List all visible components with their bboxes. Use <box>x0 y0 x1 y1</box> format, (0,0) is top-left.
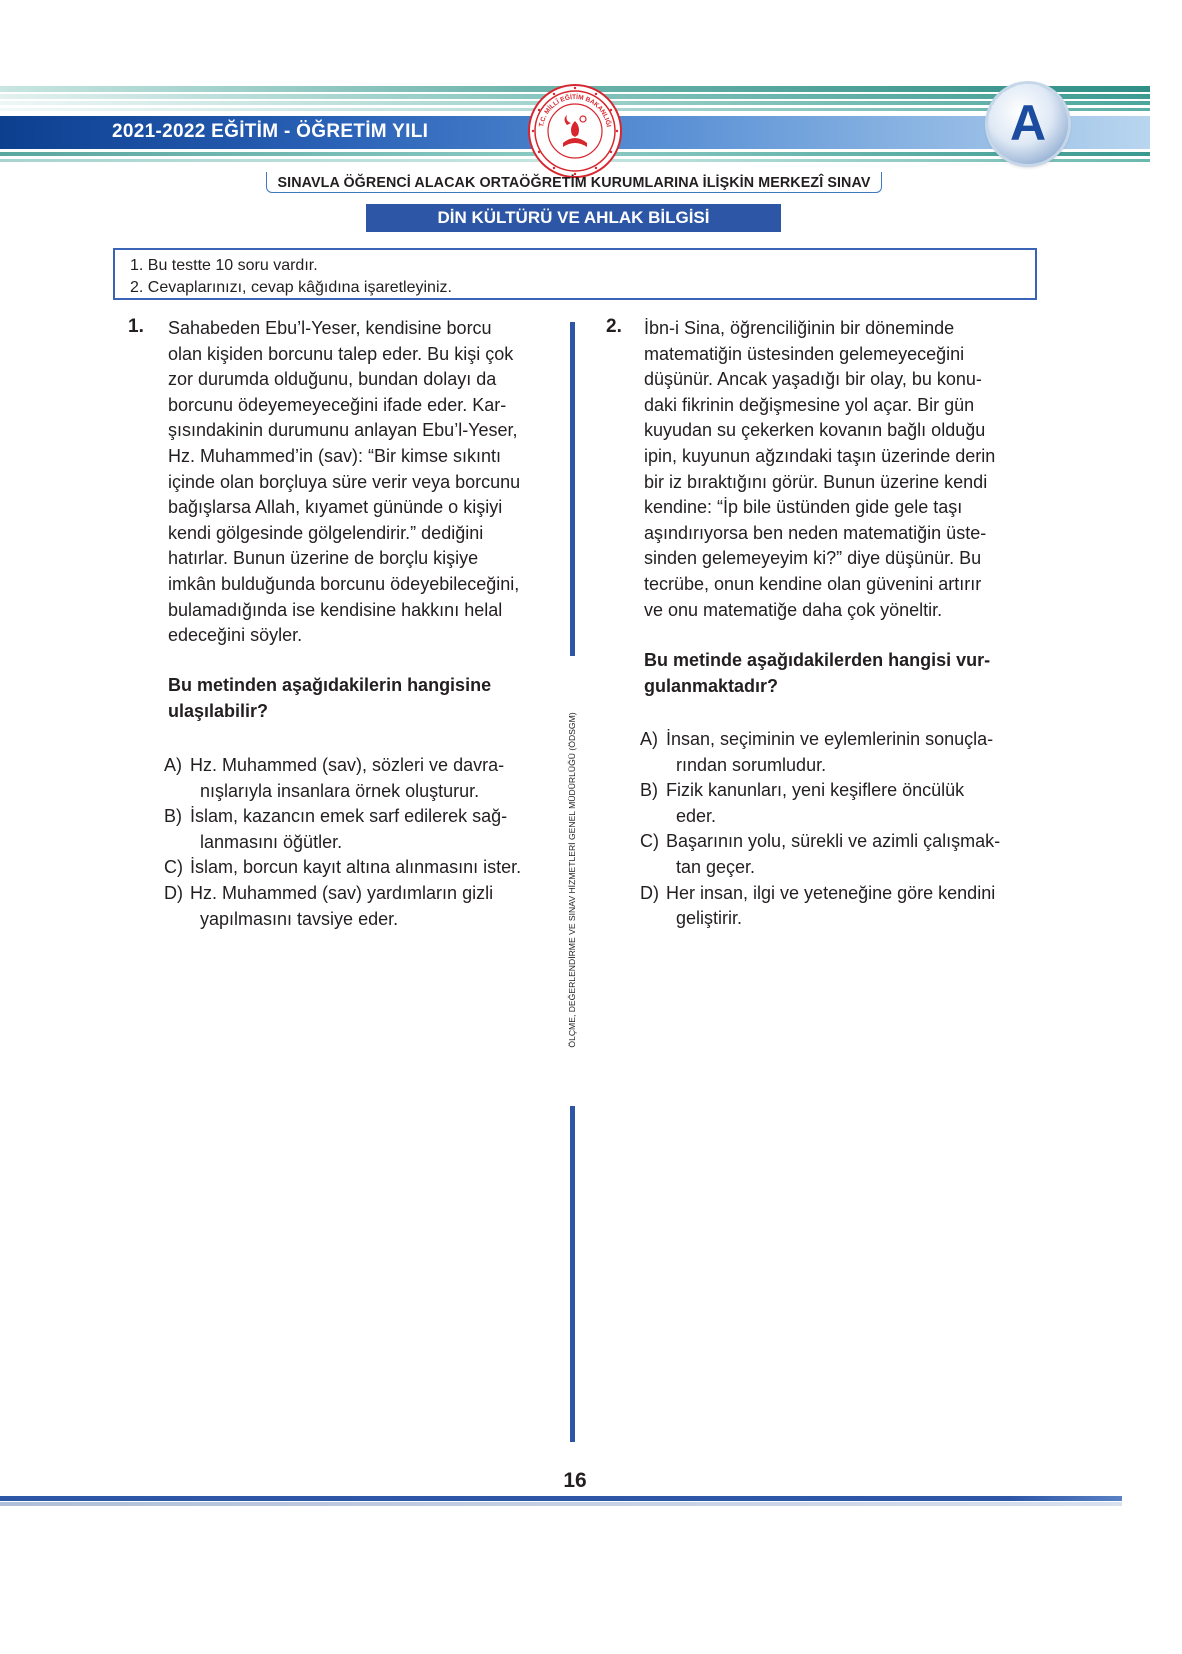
question-2-prompt <box>644 648 990 699</box>
prompt-line: gulanmaktadır? <box>644 675 779 696</box>
option-text: İslam, borcun kayıt altına alınmasını ister. <box>190 857 522 878</box>
answer-option-c[interactable] <box>640 829 1000 880</box>
text-line: bağışlarsa Allah, kıyamet gününde o kişiyi <box>168 497 503 518</box>
question-1-prompt <box>168 673 491 724</box>
text-line: kendine: “İp bile üstünden gide gele taşı <box>644 497 963 518</box>
text-line: edeceğini söyler. <box>168 625 303 646</box>
text-line: imkân bulduğunda borcunu ödeyebileceğini, <box>168 573 520 594</box>
instruction-line: 1. Bu testte 10 soru vardır. <box>130 257 318 274</box>
text-line: bir iz bıraktığını görür. Bunun üzerine kendi <box>644 471 988 492</box>
option-text: eder. <box>676 805 717 826</box>
text-line: İbn-i Sina, öğrenciliğinin bir döneminde <box>644 318 955 338</box>
answer-option-d[interactable] <box>640 881 1000 932</box>
option-text: Hz. Muhammed (sav), sözleri ve davra- <box>190 755 505 775</box>
option-text: İslam, kazancın emek sarf edilerek sağ- <box>190 806 508 827</box>
answer-option-d[interactable] <box>164 881 521 932</box>
option-text: Her insan, ilgi ve yeteneğine göre kendini <box>666 882 996 903</box>
text-line: tecrübe, onun kendine olan güvenini artırır <box>644 573 982 594</box>
page-number: 16 <box>563 1469 587 1492</box>
text-line: olan kişiden borcunu talep eder. Bu kişi çok <box>168 343 514 364</box>
text-line: zor durumda olduğunu, bundan dolayı da <box>168 369 497 390</box>
text-line: kuyudan su çekerken kovanın bağlı olduğu <box>644 420 986 441</box>
text-line: ipin, kuyunun ağzındaki taşın üzerinde derin <box>644 445 996 466</box>
text-line: kendi gölgesinde gölgelendirir.” dediğini <box>168 522 484 543</box>
answer-option-a[interactable] <box>164 753 521 804</box>
option-text: Hz. Muhammed (sav) yardımların gizli <box>190 882 494 903</box>
option-text: İnsan, seçiminin ve eylemlerinin sonuçla- <box>666 729 994 749</box>
instructions-box <box>113 248 1037 300</box>
text-line: aşındırıyorsa ben neden matematiğin üste- <box>644 522 987 543</box>
prompt-line: Bu metinden aşağıdakilerin hangisine <box>168 675 492 695</box>
option-label: B) <box>640 780 658 801</box>
option-text: rından sorumludur. <box>676 754 827 775</box>
answer-option-c[interactable] <box>164 855 521 881</box>
text-line: hatırlar. Bunun üzerine de borçlu kişiye <box>168 548 479 569</box>
prompt-line: ulaşılabilir? <box>168 700 269 721</box>
column-divider <box>570 322 575 656</box>
question-1-options <box>164 753 521 932</box>
ministry-vertical-label: ÖLÇME, DEĞERLENDİRME VE SINAV HİZMETLERİ GENEL MÜDÜRLÜĞÜ (ÖDSGM) <box>567 712 577 1048</box>
text-line: içinde olan borçluya süre verir veya borcunu <box>168 471 521 492</box>
option-label: C) <box>164 857 183 878</box>
option-label: A) <box>640 729 658 749</box>
option-text: Başarının yolu, sürekli ve azimli çalışmak- <box>666 831 1001 852</box>
text-line: Hz. Muhammed’in (sav): “Bir kimse sıkıntı <box>168 445 502 466</box>
option-text: lanmasını öğütler. <box>200 831 343 852</box>
text-line: şısındakinin durumunu anlayan Ebu’l-Yeser, <box>168 420 518 441</box>
instruction-line: 2. Cevaplarınızı, cevap kâğıdına işaretleyiniz. <box>130 279 452 296</box>
option-label: D) <box>640 882 659 903</box>
text-line: sinden gelemeyeyim ki?” diye düşünür. Bu <box>644 548 982 569</box>
answer-option-b[interactable] <box>164 804 521 855</box>
academic-year-label: 2021-2022 EĞİTİM - ÖĞRETİM YILI <box>112 121 429 142</box>
question-2-text <box>644 316 995 623</box>
text-line: matematiğin üstesinden gelemeyeceğini <box>644 343 965 364</box>
option-text: geliştirir. <box>676 908 743 929</box>
option-label: C) <box>640 831 659 852</box>
option-text: Fizik kanunları, yeni keşiflere öncülük <box>666 780 965 801</box>
booklet-letter: A <box>1009 95 1047 151</box>
text-line: ve onu matematiğe daha çok yöneltir. <box>644 599 943 620</box>
question-number: 1. <box>128 316 144 337</box>
answer-option-a[interactable] <box>640 727 1000 778</box>
question-2-options <box>640 727 1000 932</box>
booklet-type-badge <box>988 84 1068 164</box>
footer-rule-shadow <box>0 1502 1122 1506</box>
option-label: B) <box>164 806 182 827</box>
text-line: düşünür. Ancak yaşadığı bir olay, bu konu- <box>644 369 982 390</box>
option-text: yapılmasını tavsiye eder. <box>200 908 399 929</box>
option-label: D) <box>164 882 183 903</box>
text-line: bulamadığında ise kendisine hakkını helal <box>168 599 503 620</box>
footer-rule <box>0 1496 1122 1501</box>
subject-title: DİN KÜLTÜRÜ VE AHLAK BİLGİSİ <box>366 204 781 232</box>
text-line: Sahabeden Ebu’l-Yeser, kendisine borcu <box>168 318 492 338</box>
option-text: tan geçer. <box>676 856 756 877</box>
answer-option-b[interactable] <box>640 778 1000 829</box>
text-line: daki fikrinin değişmesine yol açar. Bir gün <box>644 394 975 415</box>
ministry-seal-logo <box>527 83 623 179</box>
option-text: nışlarıyla insanlara örnek oluşturur. <box>200 780 480 801</box>
option-label: A) <box>164 755 182 775</box>
prompt-line: Bu metinde aşağıdakilerden hangisi vur- <box>644 650 991 670</box>
text-line: borcunu ödeyemeyeceğini ifade eder. Kar- <box>168 394 507 415</box>
exam-title: SINAVLA ÖĞRENCİ ALACAK ORTAÖĞRETİM KURUMLARINA İLİŞKİN MERKEZÎ SINAV <box>266 172 882 193</box>
svg-text:T.C. MİLLÎ EĞİTİM BAKANLIĞI: T.C. MİLLÎ EĞİTİM BAKANLIĞI <box>538 93 612 128</box>
question-number: 2. <box>606 316 622 337</box>
column-divider <box>570 1106 575 1442</box>
question-1-text <box>168 316 520 649</box>
